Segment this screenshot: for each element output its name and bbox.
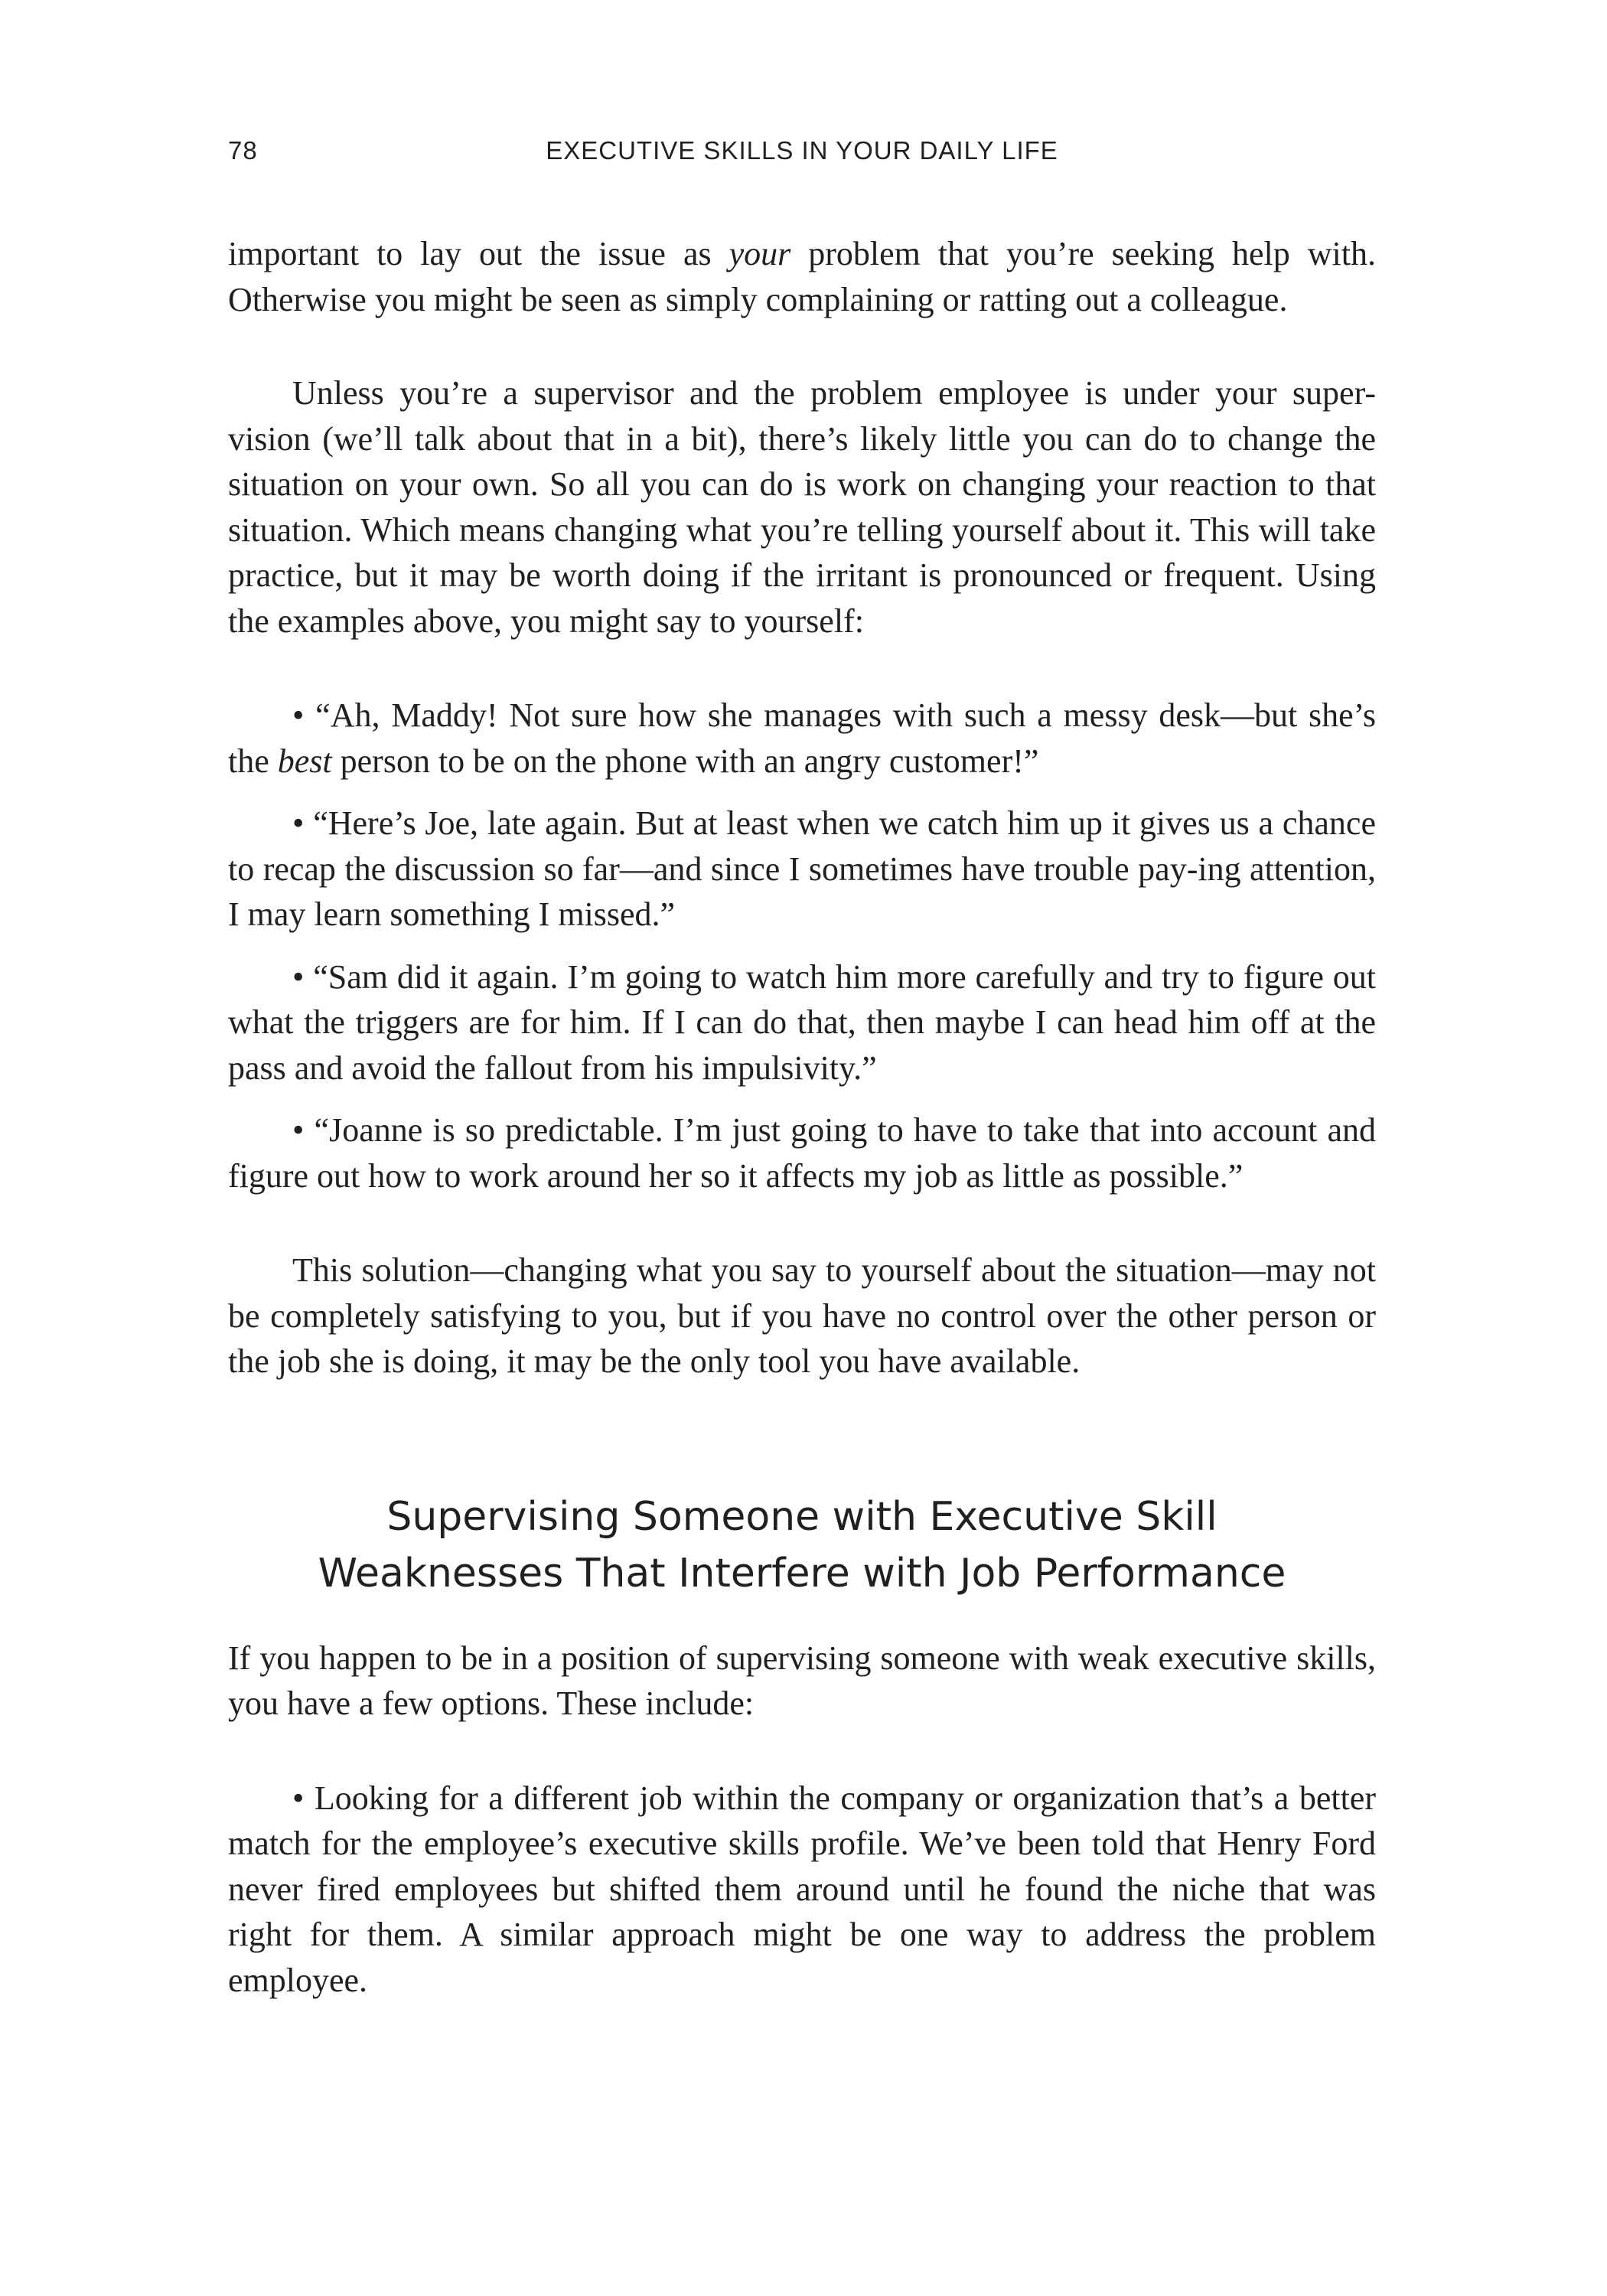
paragraph-text: problem that you’re seeking help with. Otherwise you might be seen as simply complaining or ratting out a colleague. [228,235,1376,318]
bullet-text: • “Ah, Maddy! Not sure how she manages with such a messy desk—but she’s the [228,696,1376,780]
bullet-item-sam: • “Sam did it again. I’m going to watch him more carefully and try to figure out what the triggers are for him. If I can do that, then maybe I can head him off at the pass and avoid the fallout from his impulsivity.” [228,957,1376,1087]
bullet-text: person to be on the phone with an angry customer!” [331,742,1039,780]
paragraph-options: If you happen to be in a position of supervising someone with weak executive skills, you have a few options. These include: [228,1639,1376,1722]
bullet-item-joanne: • “Joanne is so predictable. I’m just going to have to take that into account and figure out how to work around her so it affects my job as little as possible.” [228,1111,1376,1195]
bullet-item-maddy [228,693,1376,784]
paragraph-text: important to lay out the issue as [228,235,729,272]
section-heading-line-1: Supervising Someone with Executive Skill [386,1493,1217,1540]
section-heading [228,1489,1376,1602]
emphasis-best: best [277,742,332,780]
page-number: 78 [228,136,258,165]
bullet-item-different-job: • Looking for a different job within the company or organization that’s a better match for the employee’s executive skills profile. We’ve been told that Henry Ford never fired employees but shifted them around until he found the niche that was right for them. A similar approach might be one way to address the problem employee. [228,1779,1376,1999]
bullet-item-joe: • “Here’s Joe, late again. But at least when we catch him up it gives us a chance to recap the discussion so far—and since I sometimes have trouble pay-ing attention, I may learn something I missed.” [228,804,1376,933]
paragraph-unless: Unless you’re a supervisor and the problem employee is under your super-vision (we’ll talk about that in a bit), there’s likely little you can do to change the situation on your own. So all you can do is work on changing your reaction to that situation. Which means changing what you’re telling yourself about it. This will take practice, but it may be worth doing if the irritant is pronounced or frequent. Using the examples above, you might say to yourself: [228,374,1376,640]
emphasis-your: your [729,235,791,272]
paragraph-solution: This solution—changing what you say to yourself about the situation—may not be completely satisfying to you, but if you have no control over the other person or the job she is doing, it may be the only tool you have available. [228,1251,1376,1380]
paragraph-continuation [228,231,1376,322]
section-heading-line-2: Weaknesses That Interfere with Job Performance [318,1550,1286,1596]
running-title: EXECUTIVE SKILLS IN YOUR DAILY LIFE [546,136,1058,165]
running-header [228,136,1376,174]
body-text [228,231,1376,2003]
